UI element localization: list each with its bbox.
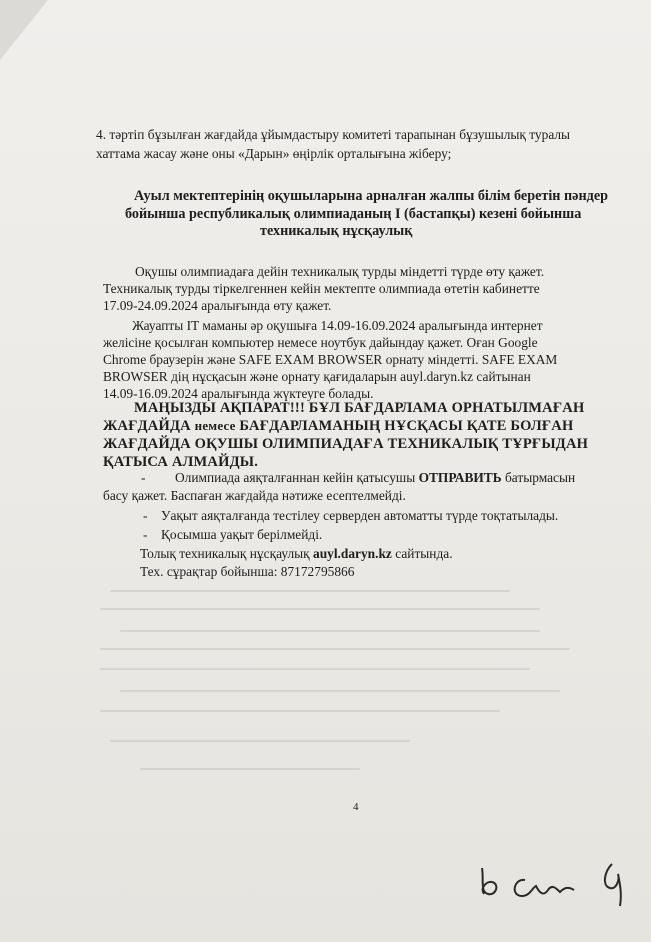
show-through-line [100, 668, 530, 670]
full-guide-site: auyl.daryn.kz [313, 546, 392, 561]
warning-line4: ҚАТЫСА АЛМАЙДЫ. [103, 454, 259, 470]
para2-line2: желісіне қосылған компьютер немесе ноутбук дайындау қажет. Оған Google [103, 335, 538, 350]
para2-line4: BROWSER дің нұсқасын және орнату қағидаларын auyl.daryn.kz сайтынан [103, 369, 531, 384]
show-through-line [120, 630, 540, 632]
full-guide-text: Толық техникалық нұсқаулық [140, 546, 310, 561]
warning-line2 [103, 418, 573, 434]
full-guide-line [140, 546, 453, 562]
heading-line2: бойынша республикалық олимпиаданың I (бастапқы) кезені бойынша [125, 206, 582, 222]
bullet1-line1 [175, 470, 575, 486]
bullet2-dash: - [143, 508, 148, 523]
para1-line1: Оқушы олимпиадаға дейін техникалық турды міндетті түрде өту қажет. [135, 264, 545, 279]
para1-line3: 17.09-24.09.2024 аралығында өту қажет. [103, 298, 332, 313]
item4-line1: 4. тәртіп бұзылған жағдайда ұйымдастыру комитеті тарапынан бұзушылық туралы [96, 127, 571, 142]
bullet2-text: Уақыт аяқталғанда тестілеу серверден автоматты түрде тоқтатылады. [161, 508, 559, 523]
show-through-line [140, 768, 360, 770]
folded-corner [0, 0, 48, 60]
show-through-line [100, 608, 540, 610]
show-through-line [110, 740, 410, 742]
bullet3-dash: - [143, 527, 148, 542]
item4-line2: хаттама жасау және оны «Дарын» өңірлік орталығына жіберу; [96, 146, 452, 161]
warning-line1: МАҢЫЗДЫ АҚПАРАТ!!! БҰЛ БАҒДАРЛАМА ОРНАТЫЛМАҒАН [134, 400, 585, 416]
support-line: Тех. сұрақтар бойынша: 87172795866 [140, 564, 355, 579]
full-guide-tail: сайтында. [395, 546, 453, 561]
bullet1-otpravit: ОТПРАВИТЬ [418, 470, 502, 485]
warning-jagdaida: ЖАҒДАЙДА [103, 418, 191, 434]
warning-line3: ЖАҒДАЙДА ОҚУШЫ ОЛИМПИАДАҒА ТЕХНИКАЛЫҚ ТҰРҒЫДАН [103, 436, 589, 452]
bullet1-text-c: батырмасын [504, 470, 576, 485]
bullet1-text-a: Олимпиада аяқталғаннан кейін қатысушы [175, 470, 416, 485]
show-through-line [120, 690, 560, 692]
warning-nemese: немесе [194, 418, 236, 433]
page-number: 4 [353, 801, 359, 813]
show-through-line [100, 710, 500, 712]
heading-line1: Ауыл мектептерінің оқушыларына арналған жалпы білім беретін пәндер [134, 188, 609, 204]
para2-line1: Жауапты IT маманы әр оқушыға 14.09-16.09.2024 аралығында интернет [132, 318, 543, 333]
show-through-line [110, 590, 510, 592]
warning-line2-rest: БАҒДАРЛАМАНЫҢ НҰСҚАСЫ ҚАТЕ БОЛҒАН [239, 418, 574, 434]
bullet3-text: Қосымша уақыт берілмейді. [161, 527, 323, 542]
heading-line3: техникалық нұсқаулық [260, 223, 413, 239]
bullet1-dash: - [141, 470, 146, 485]
para2-line5: 14.09-16.09.2024 аралығында жүктеуге болады. [103, 386, 374, 401]
para2-line3: Chrome браузерін және SAFE EXAM BROWSER орнату міндетті. SAFE EXAM [103, 352, 558, 367]
para1-line2: Техникалық турды тіркелгеннен кейін мектепте олимпиада өтетін кабинетте [103, 281, 540, 296]
show-through-line [100, 648, 570, 650]
bullet1-line2: басу қажет. Баспаған жағдайда нәтиже есептелмейді. [103, 488, 406, 503]
signature-mark [470, 850, 640, 910]
